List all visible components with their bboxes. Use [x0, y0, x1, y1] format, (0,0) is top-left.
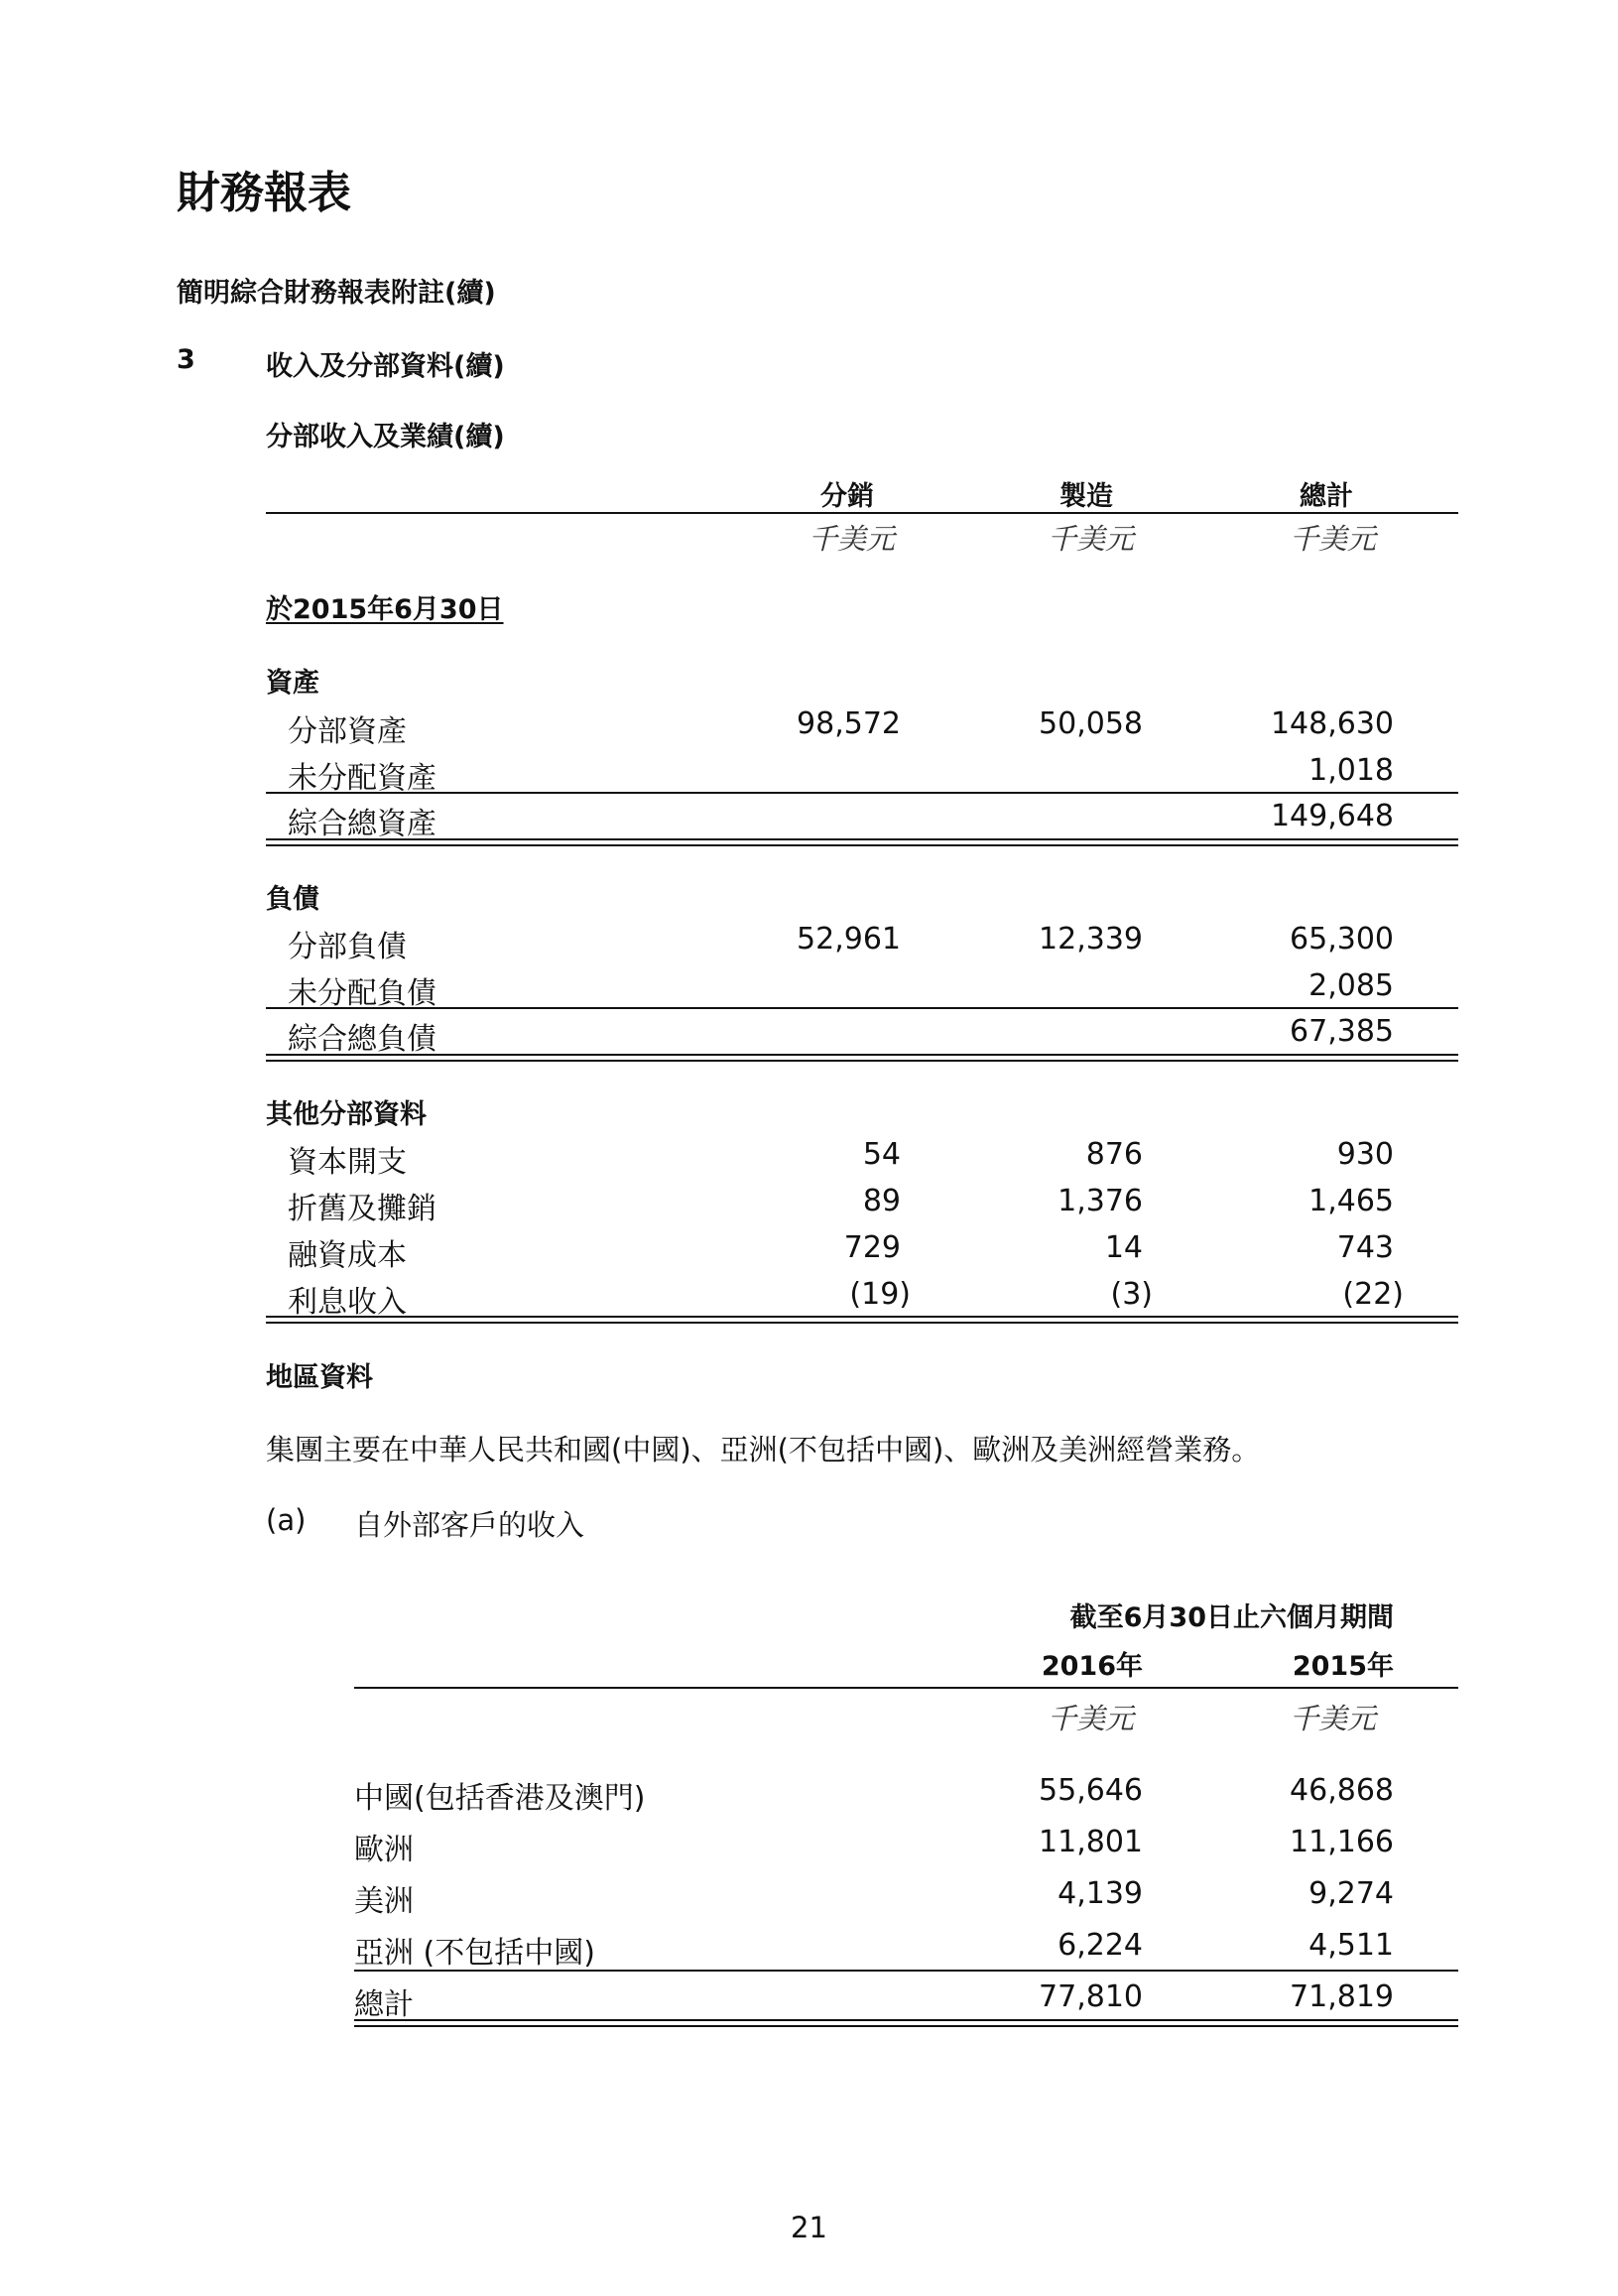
subsection-title: 分部收入及業績(續) [266, 422, 505, 452]
geo-row-label: 美洲 [354, 1884, 414, 1919]
cell-manufacturing: 876 [1085, 1137, 1143, 1172]
geo-total-2015: 71,819 [1290, 1979, 1394, 2014]
page-title: 財務報表 [177, 168, 351, 218]
unit-2016: 千美元 [1048, 1702, 1135, 1735]
section-number: 3 [177, 344, 195, 375]
row-label: 資本開支 [288, 1145, 407, 1180]
geo-cell-2016: 4,139 [1058, 1876, 1143, 1911]
group-heading-liabilities: 負債 [266, 884, 319, 915]
cell-total: (22) [1342, 1277, 1404, 1312]
page-number: 21 [791, 2211, 827, 2244]
geo-row-label: 歐洲 [354, 1833, 414, 1867]
col-header-manufacturing: 製造 [1059, 481, 1113, 512]
row-label: 分部資產 [288, 714, 407, 749]
cell-distribution: 54 [862, 1137, 901, 1172]
geo-cell-2015: 46,868 [1290, 1773, 1394, 1808]
period-header: 截至6月30日止六個月期間 [1069, 1602, 1394, 1633]
geo-cell-2015: 9,274 [1308, 1876, 1394, 1911]
cell-distribution: 729 [843, 1230, 901, 1265]
cell-total: 65,300 [1290, 922, 1394, 957]
col-header-2015: 2015年 [1292, 1651, 1394, 1682]
geo-total-double-rule [354, 2019, 1458, 2027]
unit-total: 千美元 [1290, 522, 1377, 556]
unit-2015: 千美元 [1290, 1702, 1377, 1735]
cell-distribution: 52,961 [797, 922, 901, 957]
group-heading-other: 其他分部資料 [266, 1099, 427, 1130]
total-value: 149,648 [1270, 799, 1394, 833]
cell-manufacturing: (3) [1110, 1277, 1153, 1312]
cell-distribution: (19) [849, 1277, 911, 1312]
row-label: 未分配負債 [288, 976, 436, 1011]
cell-total: 743 [1336, 1230, 1394, 1265]
geo-cell-2016: 6,224 [1058, 1928, 1143, 1963]
cell-total: 1,465 [1308, 1184, 1394, 1218]
item-title: 自外部客戶的收入 [354, 1508, 585, 1542]
cell-total: 2,085 [1308, 968, 1394, 1003]
cell-distribution: 89 [862, 1184, 901, 1218]
unit-distribution: 千美元 [809, 522, 896, 556]
notes-subtitle: 簡明綜合財務報表附註(續) [177, 278, 496, 309]
total-double-rule [266, 1054, 1458, 1062]
row-label: 融資成本 [288, 1238, 407, 1273]
total-label: 綜合總資產 [288, 807, 436, 841]
section-title: 收入及分部資料(續) [266, 351, 505, 382]
unit-manufacturing: 千美元 [1048, 522, 1135, 556]
geo-cell-2015: 11,166 [1290, 1825, 1394, 1859]
geo-total-2016: 77,810 [1039, 1979, 1143, 2014]
total-label: 綜合總負債 [288, 1022, 436, 1057]
balance-date: 於2015年6月30日 [266, 594, 504, 625]
row-label: 未分配資產 [288, 761, 436, 796]
cell-manufacturing: 12,339 [1039, 922, 1143, 957]
cell-manufacturing: 1,376 [1058, 1184, 1143, 1218]
cell-manufacturing: 50,058 [1039, 706, 1143, 741]
row-label: 分部負債 [288, 930, 407, 964]
cell-total: 148,630 [1270, 706, 1394, 741]
table-end-double-rule [266, 1316, 1458, 1324]
geo-cell-2015: 4,511 [1308, 1928, 1394, 1963]
total-double-rule [266, 838, 1458, 846]
item-marker: (a) [266, 1503, 307, 1537]
geo-header-rule [354, 1687, 1458, 1689]
geo-row-label: 中國(包括香港及澳門) [354, 1781, 646, 1816]
subtotal-rule [266, 1007, 1458, 1009]
group-heading-assets: 資產 [266, 668, 319, 699]
row-label: 折舊及攤銷 [288, 1192, 436, 1226]
geo-paragraph: 集團主要在中華人民共和國(中國)、亞洲(不包括中國)、歐洲及美洲經營業務。 [266, 1433, 1261, 1467]
geo-total-label: 總計 [354, 1987, 414, 2022]
cell-distribution: 98,572 [797, 706, 901, 741]
geo-row-label: 亞洲 (不包括中國) [354, 1936, 595, 1971]
header-rule [266, 512, 1458, 514]
row-label: 利息收入 [288, 1285, 407, 1320]
geo-subtotal-rule [354, 1970, 1458, 1972]
geo-cell-2016: 11,801 [1039, 1825, 1143, 1859]
cell-total: 1,018 [1308, 753, 1394, 788]
col-header-2016: 2016年 [1041, 1651, 1143, 1682]
cell-manufacturing: 14 [1104, 1230, 1143, 1265]
cell-total: 930 [1336, 1137, 1394, 1172]
col-header-total: 總計 [1300, 481, 1353, 512]
subtotal-rule [266, 792, 1458, 794]
geo-cell-2016: 55,646 [1039, 1773, 1143, 1808]
total-value: 67,385 [1290, 1014, 1394, 1049]
col-header-distribution: 分銷 [820, 481, 874, 512]
geo-heading: 地區資料 [266, 1362, 373, 1393]
